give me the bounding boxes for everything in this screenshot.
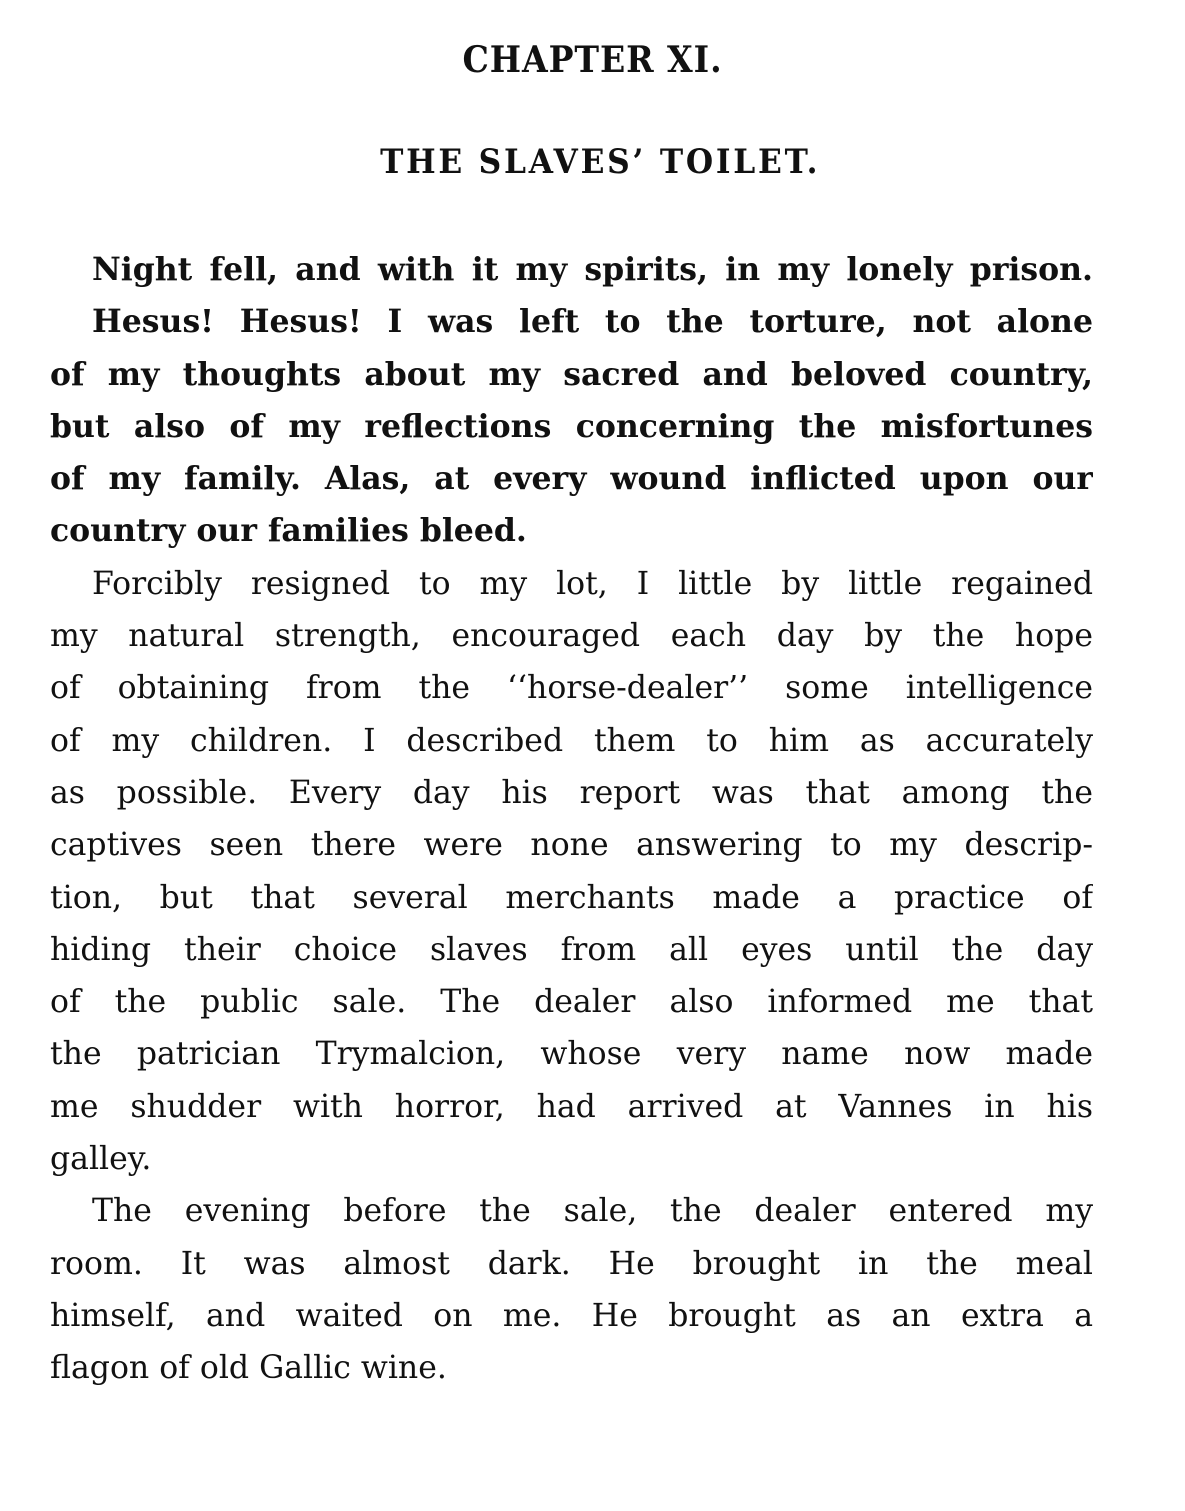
text-line: galley. bbox=[50, 1141, 152, 1178]
chapter-number: CHAPTER XI. bbox=[462, 39, 723, 81]
text-line: of my thoughts about my sacred and beloved country, bbox=[50, 355, 1093, 393]
text-line: me shudder with horror, had arrived at Vannes in his bbox=[50, 1088, 1093, 1125]
paragraph bbox=[50, 558, 1093, 1186]
text-line: flagon of old Gallic wine. bbox=[50, 1350, 447, 1387]
text-line: of obtaining from the ‘‘horse-dealer’’ some intelligence bbox=[50, 670, 1093, 707]
chapter-body bbox=[50, 244, 1093, 1395]
text-line: Forcibly resigned to my lot, I little by little regained bbox=[92, 565, 1093, 602]
paragraph bbox=[50, 244, 1093, 558]
text-line: Night fell, and with it my spirits, in my lonely prison. bbox=[92, 251, 1093, 288]
text-line: but also of my reflections concerning the misfortunes bbox=[50, 407, 1093, 445]
text-line: captives seen there were none answering to my descrip- bbox=[50, 827, 1093, 864]
chapter-title: THE SLAVES’ TOILET. bbox=[380, 142, 821, 182]
text-line: of my family. Alas, at every wound inflicted upon our bbox=[50, 460, 1093, 498]
text-line: the patrician Trymalcion, whose very name now made bbox=[50, 1036, 1093, 1073]
text-line: country our families bleed. bbox=[50, 512, 527, 550]
text-line: of the public sale. The dealer also informed me that bbox=[50, 984, 1093, 1021]
text-line: tion, but that several merchants made a practice of bbox=[50, 879, 1093, 916]
text-line: himself, and waited on me. He brought as an extra a bbox=[50, 1297, 1093, 1334]
text-line: room. It was almost dark. He brought in the meal bbox=[50, 1245, 1093, 1282]
text-line: hiding their choice slaves from all eyes until the day bbox=[50, 931, 1093, 968]
text-line: my natural strength, encouraged each day by the hope bbox=[50, 618, 1093, 655]
text-line: Hesus! Hesus! I was left to the torture, not alone bbox=[92, 303, 1093, 341]
text-line: as possible. Every day his report was that among the bbox=[50, 774, 1093, 811]
text-line: The evening before the sale, the dealer entered my bbox=[92, 1193, 1093, 1230]
text-line: of my children. I described them to him as accurately bbox=[50, 722, 1093, 759]
paragraph bbox=[50, 1185, 1093, 1394]
